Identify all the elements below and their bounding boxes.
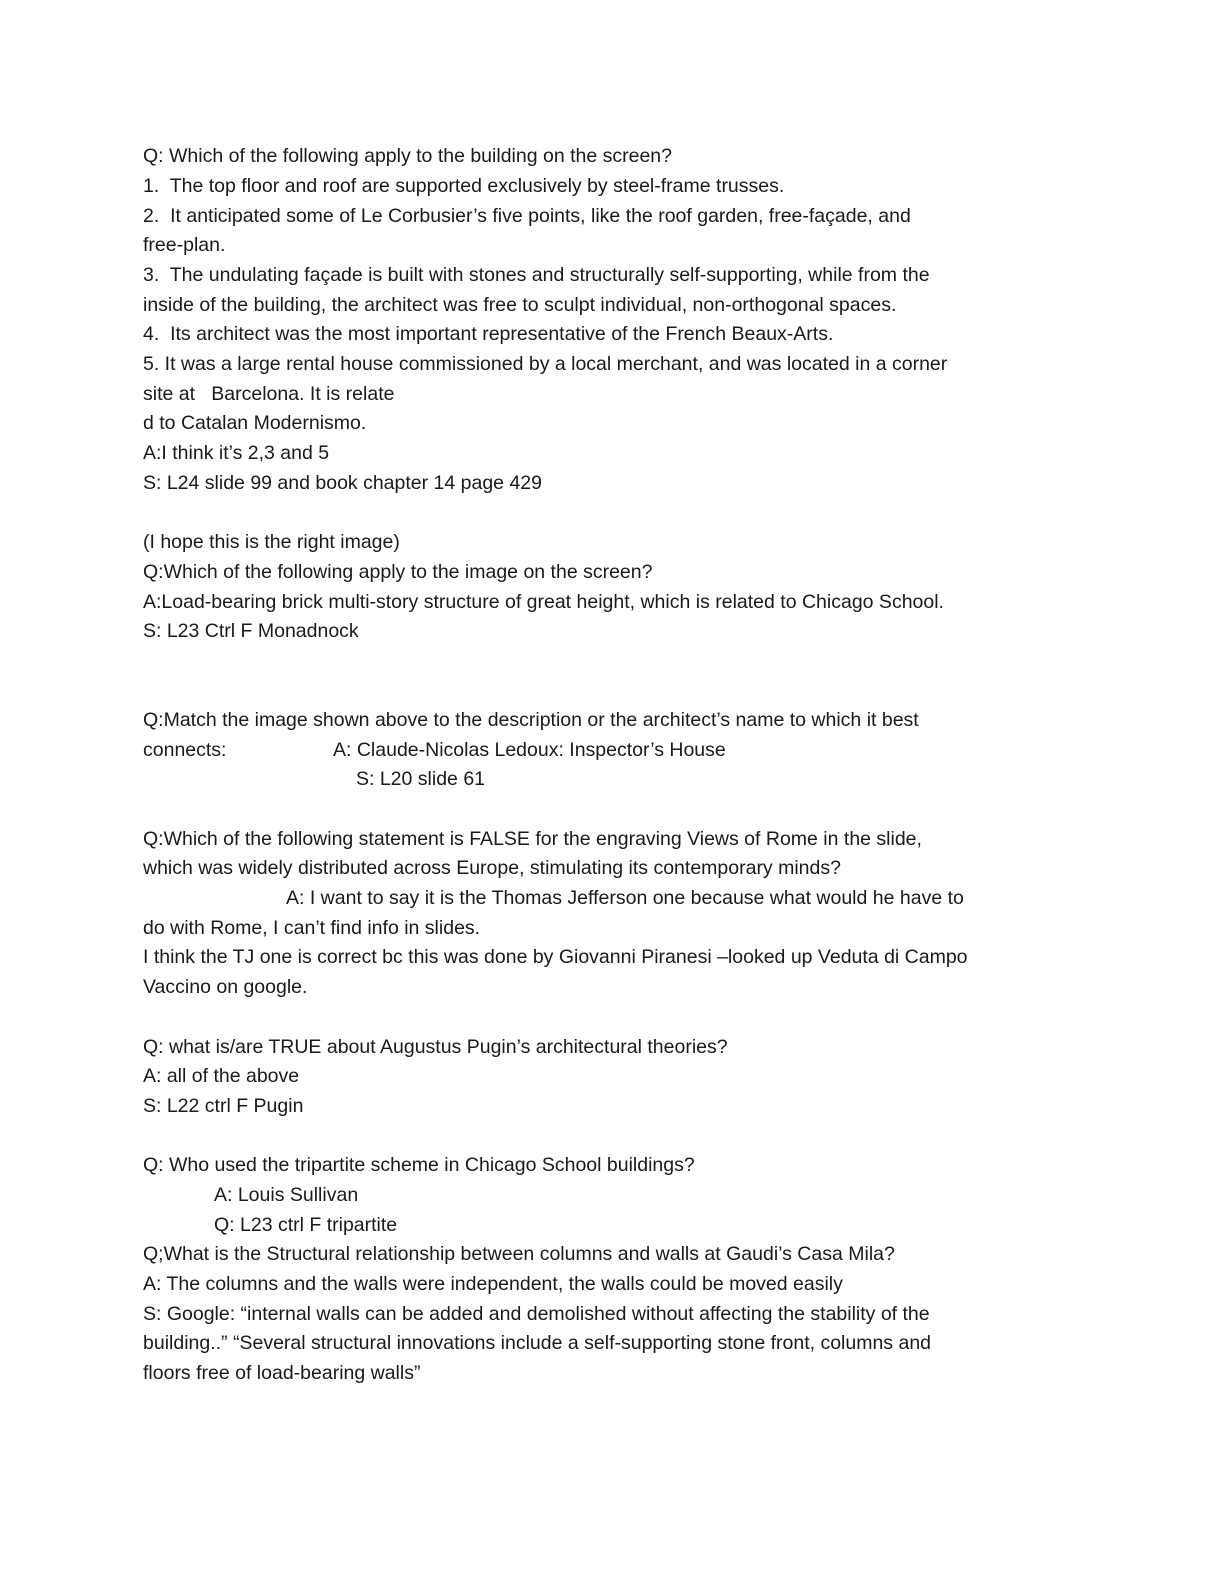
q1-option-5-cont: site at Barcelona. It is relate bbox=[143, 383, 395, 405]
q2-source: S: L23 Ctrl F Monadnock bbox=[143, 620, 359, 642]
q7-source: S: Google: “internal walls can be added and demolished without affecting the stability of the bbox=[143, 1303, 930, 1325]
q7-source-cont: building..” “Several structural innovations include a self-supporting stone front, columns and bbox=[143, 1332, 932, 1354]
q1-option-3: 3. The undulating façade is built with stones and structurally self-supporting, while from the bbox=[143, 264, 930, 286]
q4-answer-cont: do with Rome, I can’t find info in slides. bbox=[143, 917, 481, 939]
q1-option-2-cont: free-plan. bbox=[143, 234, 226, 256]
q4-note: I think the TJ one is correct bc this was done by Giovanni Piranesi –looked up Veduta di Campo bbox=[143, 946, 968, 968]
q6-source: Q: L23 ctrl F tripartite bbox=[214, 1214, 398, 1236]
q1-option-5: 5. It was a large rental house commissioned by a local merchant, and was located in a corner bbox=[143, 353, 948, 375]
q7-source-cont2: floors free of load-bearing walls” bbox=[143, 1362, 421, 1384]
q5-question: Q: what is/are TRUE about Augustus Pugin’s architectural theories? bbox=[143, 1036, 728, 1058]
q4-note-cont: Vaccino on google. bbox=[143, 976, 308, 998]
q2-note: (I hope this is the right image) bbox=[143, 531, 400, 553]
q1-option-4: 4. Its architect was the most important representative of the French Beaux-Arts. bbox=[143, 323, 834, 345]
q4-question-cont: which was widely distributed across Europe, stimulating its contemporary minds? bbox=[143, 857, 841, 879]
q5-answer: A: all of the above bbox=[143, 1065, 300, 1087]
q7-answer: A: The columns and the walls were independent, the walls could be moved easily bbox=[143, 1273, 843, 1295]
q1-option-1: 1. The top floor and roof are supported exclusively by steel-frame trusses. bbox=[143, 175, 785, 197]
q2-question: Q:Which of the following apply to the image on the screen? bbox=[143, 561, 653, 583]
q5-source: S: L22 ctrl F Pugin bbox=[143, 1095, 304, 1117]
q6-answer: A: Louis Sullivan bbox=[214, 1184, 359, 1206]
q3-question-cont: connects: bbox=[143, 739, 227, 761]
q6-question: Q: Who used the tripartite scheme in Chicago School buildings? bbox=[143, 1154, 695, 1176]
q3-question: Q:Match the image shown above to the description or the architect’s name to which it best bbox=[143, 709, 919, 731]
q1-option-5-cont2: d to Catalan Modernismo. bbox=[143, 412, 367, 434]
q1-question: Q: Which of the following apply to the building on the screen? bbox=[143, 145, 672, 167]
q3-answer: A: Claude-Nicolas Ledoux: Inspector’s House bbox=[333, 739, 726, 761]
q1-option-3-cont: inside of the building, the architect was free to sculpt individual, non-orthogonal spaces. bbox=[143, 294, 897, 316]
q4-question: Q:Which of the following statement is FALSE for the engraving Views of Rome in the slide, bbox=[143, 828, 922, 850]
q1-option-2: 2. It anticipated some of Le Corbusier’s five points, like the roof garden, free-façade, and bbox=[143, 205, 911, 227]
q4-answer: A: I want to say it is the Thomas Jefferson one because what would he have to bbox=[286, 887, 964, 909]
q1-answer: A:I think it’s 2,3 and 5 bbox=[143, 442, 330, 464]
q1-source: S: L24 slide 99 and book chapter 14 page 429 bbox=[143, 472, 542, 494]
q3-source: S: L20 slide 61 bbox=[356, 768, 486, 790]
q2-answer: A:Load-bearing brick multi-story structure of great height, which is related to Chicago School. bbox=[143, 591, 944, 613]
q7-question: Q;What is the Structural relationship between columns and walls at Gaudi’s Casa Mila? bbox=[143, 1243, 895, 1265]
